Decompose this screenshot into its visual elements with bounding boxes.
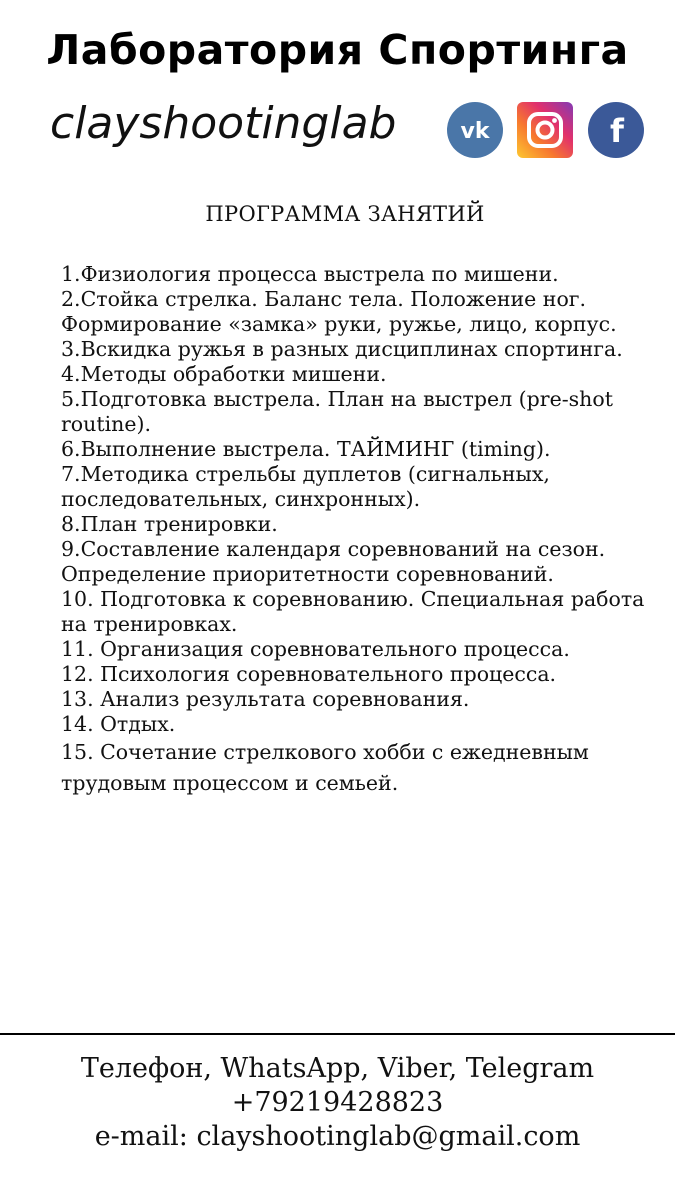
item-number: 8.: [61, 512, 81, 536]
vk-label: vk: [460, 119, 490, 144]
item-text: Отдых.: [93, 712, 176, 736]
item-text: Методы обработки мишени.: [80, 362, 387, 386]
item-number: 15.: [61, 740, 94, 764]
item-text: План тренировки.: [80, 512, 278, 536]
list-item: [61, 662, 661, 687]
item-text: Составление календаря соревнований на сезон. Определение приоритетности соревнований.: [61, 537, 606, 586]
vk-icon[interactable]: [447, 102, 503, 158]
item-text: Анализ результата соревнования.: [93, 687, 470, 711]
contacts: [0, 1052, 675, 1154]
contact-channels: Телефон, WhatsApp, Viber, Telegram: [80, 1053, 595, 1084]
item-number: 14.: [61, 712, 94, 736]
item-number: 13.: [61, 687, 94, 711]
brand-row: [0, 96, 675, 166]
list-item: [61, 712, 661, 737]
item-number: 10.: [61, 587, 94, 611]
list-item: [61, 737, 661, 799]
item-number: 6.: [61, 437, 81, 461]
item-text: Организация соревновательного процесса.: [93, 637, 570, 661]
list-item: [61, 587, 661, 637]
list-item: [61, 362, 661, 387]
item-number: 1.: [61, 262, 81, 286]
item-number: 4.: [61, 362, 81, 386]
list-item: [61, 437, 661, 462]
email-address: e-mail: clayshootinglab@gmail.com: [94, 1121, 581, 1152]
list-item: [61, 387, 661, 437]
item-text: Методика стрельбы дуплетов (сигнальных, последовательных, синхронных).: [61, 462, 550, 511]
item-number: 7.: [61, 462, 81, 486]
item-number: 2.: [61, 287, 81, 311]
program-list: [61, 262, 661, 799]
item-text: Стойка стрелка. Баланс тела. Положение ног. Формирование «замка» руки, ружье, лицо, корпус.: [61, 287, 617, 336]
page-title: Лаборатория Спортинга: [46, 26, 629, 74]
list-item: [61, 287, 661, 337]
list-item: [61, 687, 661, 712]
list-item: [61, 337, 661, 362]
facebook-icon[interactable]: [588, 102, 644, 158]
item-text: Физиология процесса выстрела по мишени.: [80, 262, 559, 286]
list-item: [61, 512, 661, 537]
list-item: [61, 637, 661, 662]
item-text: Психология соревновательного процесса.: [93, 662, 557, 686]
program-heading: ПРОГРАММА ЗАНЯТИЙ: [205, 202, 485, 226]
instagram-icon[interactable]: [517, 102, 573, 158]
divider: [0, 1033, 675, 1035]
item-number: 9.: [61, 537, 81, 561]
item-text: Подготовка к соревнованию. Специальная работа на тренировках.: [61, 587, 645, 636]
item-text: Подготовка выстрела. План на выстрел (pre-shot routine).: [61, 387, 613, 436]
item-number: 5.: [61, 387, 81, 411]
item-text: Вскидка ружья в разных дисциплинах спортинга.: [80, 337, 623, 361]
item-text: Сочетание стрелкового хобби с ежедневным трудовым процессом и семьей.: [61, 740, 589, 795]
item-number: 12.: [61, 662, 94, 686]
brand-name: clayshootinglab: [50, 98, 397, 149]
phone-number: +79219428823: [231, 1087, 444, 1118]
list-item: [61, 537, 661, 587]
item-number: 3.: [61, 337, 81, 361]
facebook-label: f: [610, 112, 624, 150]
list-item: [61, 462, 661, 512]
item-text: Выполнение выстрела. ТАЙМИНГ (timing).: [80, 437, 551, 461]
list-item: [61, 262, 661, 287]
item-number: 11.: [61, 637, 94, 661]
